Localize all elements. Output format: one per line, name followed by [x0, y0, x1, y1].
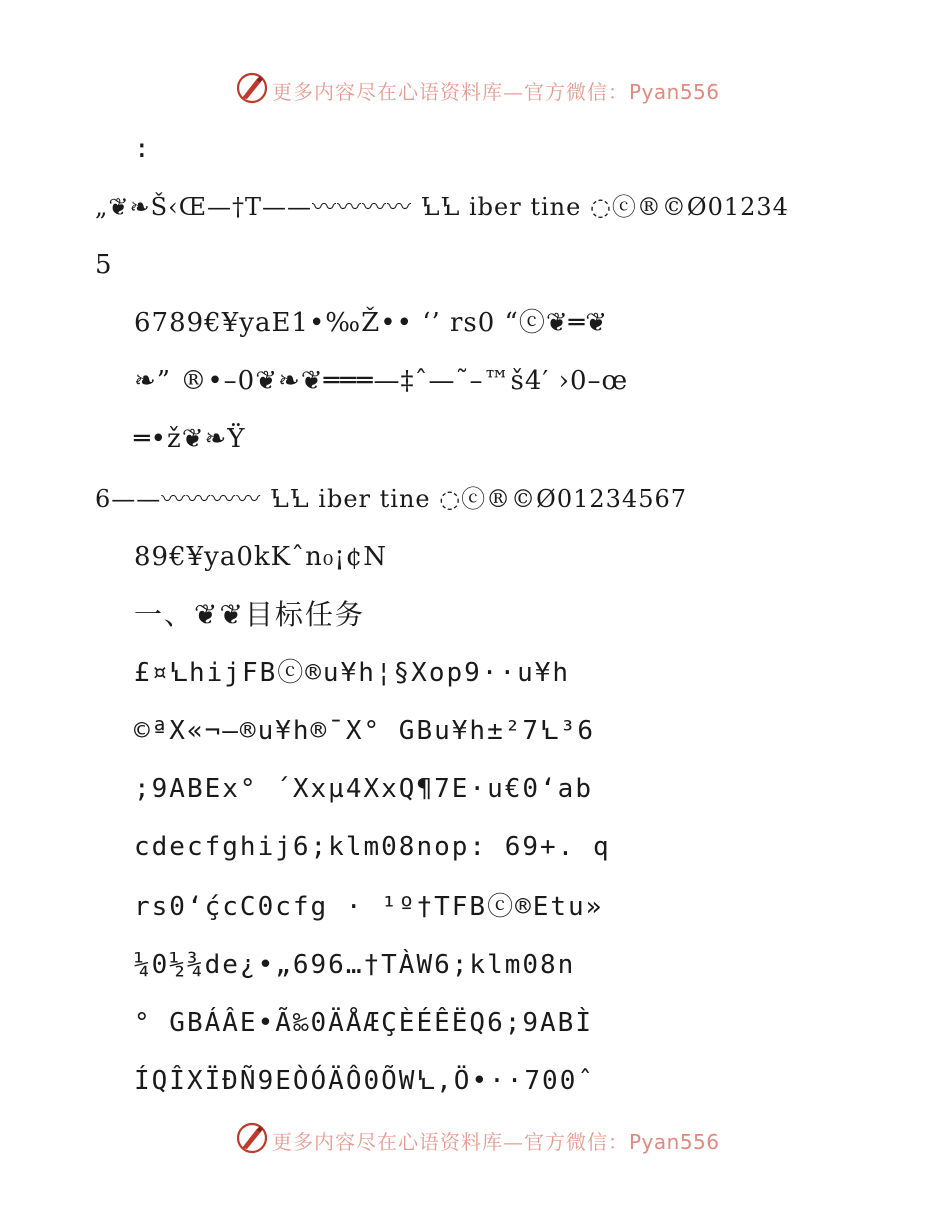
- section-heading: 一、❦❦目标任务: [134, 598, 365, 631]
- footer-text: [272, 1126, 720, 1155]
- text-line-14: rs0‘ḉcC0cfg · ¹º†TFBⓒ®Etu»: [134, 892, 604, 922]
- header-text-cn: 更多内容尽在心语资料库—官方微信：: [272, 80, 629, 104]
- text-line-15: ¼0½¾de¿•„696…†TÀW6;klm08n: [134, 950, 576, 980]
- text-line-17: ÍQÎXÏÐÑ9EÒÓÄÔ0ÕWꝆ,Ö•··700ˆ: [134, 1066, 596, 1096]
- header-wechat-id: Pyan556: [629, 80, 720, 104]
- pen-badge-icon: [236, 1122, 268, 1154]
- text-line-12: ;9ABEx° ´Xxµ4XxQ¶7E·u€0‘ab: [134, 774, 593, 804]
- text-line-8: 89€¥ya0kKˆn₀¡¢N: [134, 542, 387, 572]
- text-line-5: ❧” ®•–0❦❧❦═══—‡ˆ—˜–™š4′ ›0–œ: [134, 366, 629, 396]
- header-text: [272, 76, 720, 105]
- pen-badge-icon: [236, 72, 268, 104]
- text-line-1: :: [134, 134, 152, 164]
- text-line-13: cdecfghij6;klm08nop: 69+. q: [134, 832, 611, 862]
- text-line-2: „❦❧Š‹Œ—†T——〰〰〰〰 ꝆꝆ iber tine ◌ⓒ®©Ø01234: [95, 193, 789, 221]
- footer-text-cn: 更多内容尽在心语资料库—官方微信：: [272, 1130, 629, 1154]
- footer-wechat-id: Pyan556: [629, 1130, 720, 1154]
- page-footer: [0, 1120, 950, 1160]
- text-line-6: ═•ž❦❧Ÿ: [134, 424, 246, 454]
- text-line-11: ©ªX«¬–®u¥h®¯X° GBu¥h±²7Ꝇ³6: [134, 716, 596, 746]
- text-line-3: 5: [95, 250, 113, 280]
- text-line-16: ° GBÁÂE•Ã‰0ÄÅÆÇÈÉÊËQ6;9ABÌ: [134, 1008, 593, 1038]
- page-header: [0, 70, 950, 110]
- text-line-10: £¤ꝆhijFBⓒ®u¥h¦§Xop9··u¥h: [134, 658, 571, 688]
- text-line-4: 6789€¥yaE1•‰Ž•• ‘’ rs0 “ⓒ❦═❦: [134, 308, 609, 338]
- text-line-7: 6——〰〰〰〰 ꝆꝆ iber tine ◌ⓒ®©Ø01234567: [95, 485, 688, 513]
